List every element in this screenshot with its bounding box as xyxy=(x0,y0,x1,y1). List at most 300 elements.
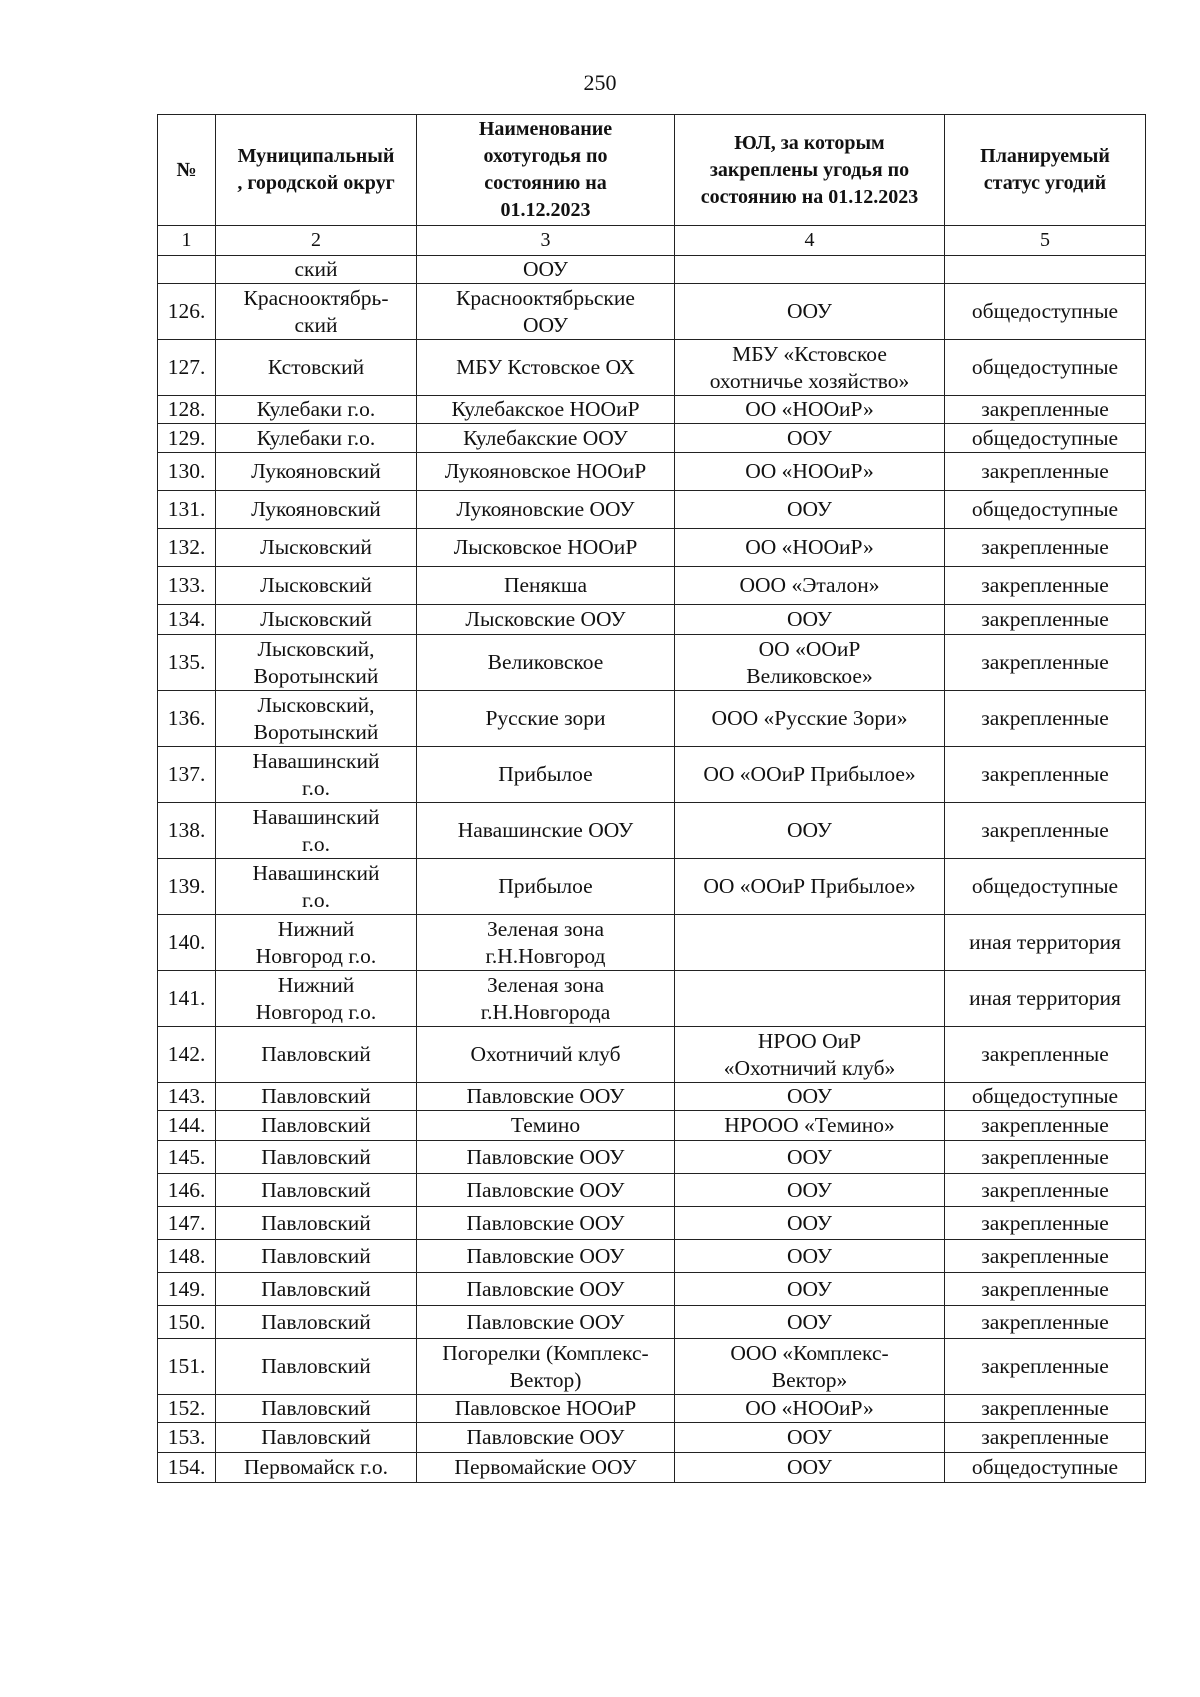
row-district-text: Павловский xyxy=(261,1177,371,1202)
row-ground-name-text: Павловские ООУ xyxy=(466,1276,625,1301)
row-ground-name xyxy=(417,256,675,284)
row-number-text: 144. xyxy=(167,1113,206,1137)
row-ground-name-text: Павловское НООиР xyxy=(454,1396,637,1420)
header-legal-entity: ЮЛ, за которым закреплены угодья по состоянию на 01.12.2023 xyxy=(675,115,945,226)
row-ground-name xyxy=(417,1423,675,1453)
row-ground-name xyxy=(417,635,675,691)
row-legal-entity xyxy=(675,1306,945,1339)
row-legal-entity-text: ООУ xyxy=(786,1177,833,1202)
table-row xyxy=(158,1306,1146,1339)
row-legal-entity-text: ООУ xyxy=(786,1243,833,1268)
row-ground-name xyxy=(417,859,675,915)
row-district xyxy=(216,453,417,491)
row-number xyxy=(158,635,216,691)
row-district xyxy=(216,284,417,340)
row-number xyxy=(158,1083,216,1111)
table-row xyxy=(158,747,1146,803)
row-number-text: 143. xyxy=(167,1084,206,1108)
row-district-text: Нижний Новгород г.о. xyxy=(255,916,377,968)
row-legal-entity xyxy=(675,635,945,691)
row-status xyxy=(945,1306,1146,1339)
row-ground-name-text: Павловские ООУ xyxy=(466,1243,625,1268)
row-district-text: Павловский xyxy=(261,1396,371,1420)
row-ground-name-text: Первомайские ООУ xyxy=(454,1455,637,1479)
page-number: 250 xyxy=(583,70,617,95)
table-row xyxy=(158,1174,1146,1207)
row-number xyxy=(158,340,216,396)
row-ground-name-text: Лысковское НООиР xyxy=(453,535,638,559)
row-ground-name-text: Лукояновское НООиР xyxy=(444,459,647,483)
row-status xyxy=(945,1240,1146,1273)
row-district-text: Навашинский г.о. xyxy=(252,748,380,800)
row-legal-entity xyxy=(675,453,945,491)
row-number xyxy=(158,1240,216,1273)
row-status xyxy=(945,971,1146,1027)
row-status-text: закрепленные xyxy=(981,1425,1109,1449)
row-number xyxy=(158,1339,216,1395)
header-ground-name: Наименование охотугодья по состоянию на 01.12.2023 xyxy=(417,115,675,226)
row-legal-entity xyxy=(675,803,945,859)
row-district xyxy=(216,529,417,567)
row-district xyxy=(216,1174,417,1207)
row-ground-name-text: Русские зори xyxy=(485,706,606,730)
row-status xyxy=(945,747,1146,803)
row-number xyxy=(158,747,216,803)
row-legal-entity xyxy=(675,284,945,340)
row-status-text: общедоступные xyxy=(971,1084,1119,1108)
row-district-text: Лысковский xyxy=(260,573,372,597)
table-row xyxy=(158,803,1146,859)
table-row xyxy=(158,1027,1146,1083)
row-legal-entity-text: МБУ «Кстовское охотничье хозяйство» xyxy=(709,341,910,393)
row-status xyxy=(945,635,1146,691)
table-header-row xyxy=(158,115,1146,226)
row-status-text: закрепленные xyxy=(981,1243,1109,1268)
table-row xyxy=(158,529,1146,567)
row-number-text: 129. xyxy=(167,425,206,450)
row-status-text: закрепленные xyxy=(981,573,1109,597)
row-status-text: закрепленные xyxy=(981,535,1109,559)
row-number xyxy=(158,1174,216,1207)
row-district xyxy=(216,567,417,605)
row-ground-name xyxy=(417,1027,675,1083)
row-number xyxy=(158,1395,216,1423)
row-status-text: общедоступные xyxy=(971,299,1119,323)
row-district xyxy=(216,396,417,424)
row-district-text: Павловский xyxy=(261,1210,371,1235)
row-status-text: общедоступные xyxy=(971,425,1119,450)
row-status-text: закрепленные xyxy=(981,1354,1109,1378)
row-legal-entity xyxy=(675,1141,945,1174)
row-ground-name xyxy=(417,803,675,859)
row-number-text: 128. xyxy=(167,397,206,421)
row-number-text: 145. xyxy=(167,1144,206,1169)
row-district xyxy=(216,1027,417,1083)
row-ground-name-text: Зеленая зона г.Н.Новгорода xyxy=(480,972,611,1024)
row-number xyxy=(158,396,216,424)
row-status xyxy=(945,567,1146,605)
table-row xyxy=(158,567,1146,605)
row-ground-name-text: Прибылое xyxy=(498,762,593,786)
row-number xyxy=(158,1273,216,1306)
table-row xyxy=(158,284,1146,340)
row-legal-entity xyxy=(675,747,945,803)
row-legal-entity-text: ООУ xyxy=(786,1425,833,1449)
row-ground-name xyxy=(417,605,675,635)
row-status-text: закрепленные xyxy=(981,706,1109,730)
row-ground-name xyxy=(417,284,675,340)
row-legal-entity-text: ОО «НООиР» xyxy=(745,535,874,559)
row-ground-name-text: Зеленая зона г.Н.Новгород xyxy=(485,916,606,968)
row-ground-name-text: Павловские ООУ xyxy=(466,1210,625,1235)
row-legal-entity xyxy=(675,1207,945,1240)
row-legal-entity-text: ООО «Эталон» xyxy=(739,573,880,597)
row-status xyxy=(945,340,1146,396)
row-status xyxy=(945,1273,1146,1306)
row-district-text: Павловский xyxy=(261,1354,371,1378)
row-district-text: Павловский xyxy=(261,1309,371,1334)
row-district-text: Нижний Новгород г.о. xyxy=(255,972,377,1024)
row-district xyxy=(216,803,417,859)
row-number-text: 131. xyxy=(167,497,206,521)
row-number-text: 135. xyxy=(167,650,206,674)
row-ground-name-text: Лысковские ООУ xyxy=(465,607,626,631)
row-legal-entity xyxy=(675,1083,945,1111)
row-ground-name xyxy=(417,1141,675,1174)
row-legal-entity-text: НРООО «Темино» xyxy=(724,1113,895,1137)
row-legal-entity-text: ООУ xyxy=(786,1210,833,1235)
row-number xyxy=(158,1141,216,1174)
row-legal-entity xyxy=(675,1174,945,1207)
row-legal-entity-text: ОО «НООиР» xyxy=(745,459,874,483)
table-row xyxy=(158,256,1146,284)
row-number xyxy=(158,453,216,491)
row-status xyxy=(945,859,1146,915)
row-status-text: общедоступные xyxy=(971,355,1119,379)
row-district-text: Павловский xyxy=(261,1042,371,1066)
row-district-text: Навашинский г.о. xyxy=(252,804,380,856)
table-row xyxy=(158,635,1146,691)
row-number xyxy=(158,1111,216,1141)
row-legal-entity-text: ООУ xyxy=(786,425,833,450)
row-status xyxy=(945,396,1146,424)
row-number-text: 138. xyxy=(167,818,206,842)
table-row xyxy=(158,1083,1146,1111)
table-row xyxy=(158,1141,1146,1174)
row-status-text: общедоступные xyxy=(971,497,1119,521)
row-legal-entity xyxy=(675,1339,945,1395)
table-row xyxy=(158,1111,1146,1141)
row-status-text: закрепленные xyxy=(981,1210,1109,1235)
row-ground-name-text: Павловские ООУ xyxy=(466,1425,625,1449)
row-district xyxy=(216,1207,417,1240)
row-status-text: закрепленные xyxy=(981,762,1109,786)
table-row xyxy=(158,453,1146,491)
row-ground-name-text: Павловские ООУ xyxy=(466,1309,625,1334)
row-status-text: закрепленные xyxy=(981,1396,1109,1420)
row-district-text: Навашинский г.о. xyxy=(252,860,380,912)
row-district-text: Кстовский xyxy=(267,355,365,379)
row-status-text: закрепленные xyxy=(981,1177,1109,1202)
row-ground-name-text: Пенякша xyxy=(503,573,587,597)
row-legal-entity xyxy=(675,1027,945,1083)
table-row xyxy=(158,1395,1146,1423)
table-body xyxy=(158,256,1146,1483)
row-ground-name xyxy=(417,971,675,1027)
row-number-text: 133. xyxy=(167,573,206,597)
row-status xyxy=(945,803,1146,859)
row-number-text: 149. xyxy=(167,1276,206,1301)
row-district xyxy=(216,424,417,453)
row-status xyxy=(945,453,1146,491)
row-number xyxy=(158,284,216,340)
row-status xyxy=(945,1395,1146,1423)
row-legal-entity xyxy=(675,971,945,1027)
row-legal-entity-text: ООУ xyxy=(786,299,833,323)
row-district-text: Кулебаки г.о. xyxy=(256,397,376,421)
row-district xyxy=(216,635,417,691)
table-row xyxy=(158,691,1146,747)
row-ground-name-text: Павловские ООУ xyxy=(466,1084,625,1108)
row-ground-name-text: МБУ Кстовское ОХ xyxy=(456,355,635,379)
row-number-text: 134. xyxy=(167,607,206,631)
row-legal-entity-text: ООУ xyxy=(786,497,833,521)
row-district xyxy=(216,1423,417,1453)
row-status-text: закрепленные xyxy=(981,1309,1109,1334)
row-ground-name-text: Краснооктябрьские ООУ xyxy=(456,285,635,337)
row-number-text: 127. xyxy=(167,355,206,379)
row-number xyxy=(158,915,216,971)
row-district-text: Лысковский xyxy=(260,607,372,631)
row-number-text: 141. xyxy=(167,986,206,1010)
row-status xyxy=(945,284,1146,340)
row-legal-entity-text: ООУ xyxy=(786,818,833,842)
row-status-text: закрепленные xyxy=(981,1042,1109,1066)
row-district xyxy=(216,256,417,284)
row-district xyxy=(216,1395,417,1423)
row-legal-entity xyxy=(675,1273,945,1306)
header-number: № xyxy=(158,115,216,226)
row-number xyxy=(158,567,216,605)
row-legal-entity-text: ООУ xyxy=(786,1084,833,1108)
table-row xyxy=(158,396,1146,424)
row-number xyxy=(158,605,216,635)
row-ground-name-text: Прибылое xyxy=(498,874,593,898)
row-number-text: 153. xyxy=(167,1425,206,1449)
row-ground-name-text: Кулебакские ООУ xyxy=(463,425,628,450)
row-district-text: Павловский xyxy=(261,1144,371,1169)
hunting-grounds-table xyxy=(157,114,1146,1483)
column-numbers-row xyxy=(158,226,1146,256)
row-number xyxy=(158,803,216,859)
row-number-text: 132. xyxy=(167,535,206,559)
row-status-text: общедоступные xyxy=(971,1455,1119,1479)
row-ground-name-text: Великовское xyxy=(487,650,604,674)
row-legal-entity xyxy=(675,1453,945,1483)
row-status xyxy=(945,256,1146,284)
row-district xyxy=(216,1083,417,1111)
row-status xyxy=(945,605,1146,635)
row-ground-name xyxy=(417,747,675,803)
table-row xyxy=(158,1273,1146,1306)
row-status-text: закрепленные xyxy=(981,1113,1109,1137)
row-legal-entity xyxy=(675,1395,945,1423)
row-legal-entity-text: ООО «Комплекс- Вектор» xyxy=(730,1340,889,1392)
row-status xyxy=(945,491,1146,529)
row-status xyxy=(945,691,1146,747)
row-ground-name xyxy=(417,1339,675,1395)
row-status xyxy=(945,915,1146,971)
row-district xyxy=(216,605,417,635)
row-ground-name xyxy=(417,1111,675,1141)
row-legal-entity-text: ОО «ООиР Великовское» xyxy=(746,636,873,688)
row-district-text: Павловский xyxy=(261,1276,371,1301)
row-ground-name xyxy=(417,691,675,747)
row-district-text: Кулебаки г.о. xyxy=(256,425,376,450)
row-district xyxy=(216,1453,417,1483)
row-district xyxy=(216,747,417,803)
row-legal-entity xyxy=(675,605,945,635)
row-district xyxy=(216,1273,417,1306)
row-district xyxy=(216,1141,417,1174)
row-number-text: 139. xyxy=(167,874,206,898)
column-number: 2 xyxy=(216,226,417,256)
row-status-text: общедоступные xyxy=(971,874,1119,898)
row-ground-name xyxy=(417,1240,675,1273)
header-planned-status: Планируемый статус угодий xyxy=(945,115,1146,226)
row-ground-name xyxy=(417,340,675,396)
row-district-text: Лукояновский xyxy=(251,459,381,483)
row-number xyxy=(158,1453,216,1483)
row-number xyxy=(158,859,216,915)
row-legal-entity-text: ООУ xyxy=(786,1276,833,1301)
row-number-text: 140. xyxy=(167,930,206,954)
row-number-text: 150. xyxy=(167,1309,206,1334)
row-status xyxy=(945,1207,1146,1240)
row-legal-entity xyxy=(675,567,945,605)
row-ground-name-text: Кулебакское НООиР xyxy=(451,397,640,421)
row-district-text: Павловский xyxy=(261,1084,371,1108)
row-status-text: закрепленные xyxy=(981,607,1109,631)
row-district xyxy=(216,340,417,396)
row-ground-name xyxy=(417,491,675,529)
table-row xyxy=(158,1207,1146,1240)
row-legal-entity xyxy=(675,1423,945,1453)
row-number-text: 136. xyxy=(167,706,206,730)
row-legal-entity xyxy=(675,491,945,529)
row-district-text: Павловский xyxy=(261,1425,371,1449)
table-row xyxy=(158,1240,1146,1273)
row-number xyxy=(158,491,216,529)
table-row xyxy=(158,424,1146,453)
row-status xyxy=(945,1027,1146,1083)
row-ground-name-text: ООУ xyxy=(522,257,569,281)
row-legal-entity xyxy=(675,256,945,284)
table-row xyxy=(158,605,1146,635)
row-ground-name-text: Павловские ООУ xyxy=(466,1177,625,1202)
row-number xyxy=(158,1423,216,1453)
row-legal-entity xyxy=(675,1240,945,1273)
row-legal-entity xyxy=(675,1111,945,1141)
row-number-text: 146. xyxy=(167,1177,206,1202)
row-district xyxy=(216,1111,417,1141)
row-status xyxy=(945,529,1146,567)
row-district xyxy=(216,1339,417,1395)
row-ground-name xyxy=(417,1395,675,1423)
row-status xyxy=(945,1339,1146,1395)
row-status xyxy=(945,1111,1146,1141)
table-row xyxy=(158,491,1146,529)
row-number-text: 137. xyxy=(167,762,206,786)
row-ground-name xyxy=(417,396,675,424)
row-number xyxy=(158,691,216,747)
table-row xyxy=(158,1339,1146,1395)
row-district-text: Краснооктябрь- ский xyxy=(243,285,389,337)
row-status-text: закрепленные xyxy=(981,1276,1109,1301)
row-legal-entity-text: ОО «ООиР Прибылое» xyxy=(703,762,916,786)
row-legal-entity xyxy=(675,859,945,915)
row-district xyxy=(216,915,417,971)
row-status xyxy=(945,1423,1146,1453)
row-district xyxy=(216,859,417,915)
row-number-text: 152. xyxy=(167,1396,206,1420)
column-number: 3 xyxy=(417,226,675,256)
row-legal-entity-text: ООО «Русские Зори» xyxy=(711,706,908,730)
row-legal-entity xyxy=(675,396,945,424)
row-legal-entity xyxy=(675,915,945,971)
row-legal-entity-text: ООУ xyxy=(786,1144,833,1169)
row-status xyxy=(945,424,1146,453)
row-district-text: ский xyxy=(294,257,338,281)
row-district xyxy=(216,691,417,747)
row-number xyxy=(158,971,216,1027)
row-ground-name xyxy=(417,1273,675,1306)
row-number xyxy=(158,1306,216,1339)
row-district xyxy=(216,971,417,1027)
row-ground-name xyxy=(417,453,675,491)
row-district-text: Павловский xyxy=(261,1243,371,1268)
row-ground-name xyxy=(417,1453,675,1483)
row-district xyxy=(216,1306,417,1339)
row-number xyxy=(158,256,216,284)
row-legal-entity-text: ОО «НООиР» xyxy=(745,1396,874,1420)
row-legal-entity xyxy=(675,424,945,453)
column-number: 5 xyxy=(945,226,1146,256)
row-status-text: закрепленные xyxy=(981,650,1109,674)
column-number: 4 xyxy=(675,226,945,256)
row-ground-name xyxy=(417,915,675,971)
row-status-text: закрепленные xyxy=(981,397,1109,421)
row-legal-entity xyxy=(675,340,945,396)
row-legal-entity-text: ООУ xyxy=(786,1309,833,1334)
row-status xyxy=(945,1174,1146,1207)
row-district-text: Первомайск г.о. xyxy=(244,1455,388,1479)
row-ground-name-text: Лукояновские ООУ xyxy=(456,497,635,521)
row-ground-name xyxy=(417,1207,675,1240)
row-number-text: 148. xyxy=(167,1243,206,1268)
row-ground-name xyxy=(417,1174,675,1207)
row-ground-name-text: Темино xyxy=(510,1113,581,1137)
row-number-text: 126. xyxy=(167,299,206,323)
row-status xyxy=(945,1141,1146,1174)
row-ground-name xyxy=(417,567,675,605)
row-status-text: иная территория xyxy=(969,930,1121,954)
row-status-text: иная территория xyxy=(969,986,1121,1010)
row-status xyxy=(945,1083,1146,1111)
column-number: 1 xyxy=(158,226,216,256)
row-number xyxy=(158,529,216,567)
row-status-text: закрепленные xyxy=(981,459,1109,483)
